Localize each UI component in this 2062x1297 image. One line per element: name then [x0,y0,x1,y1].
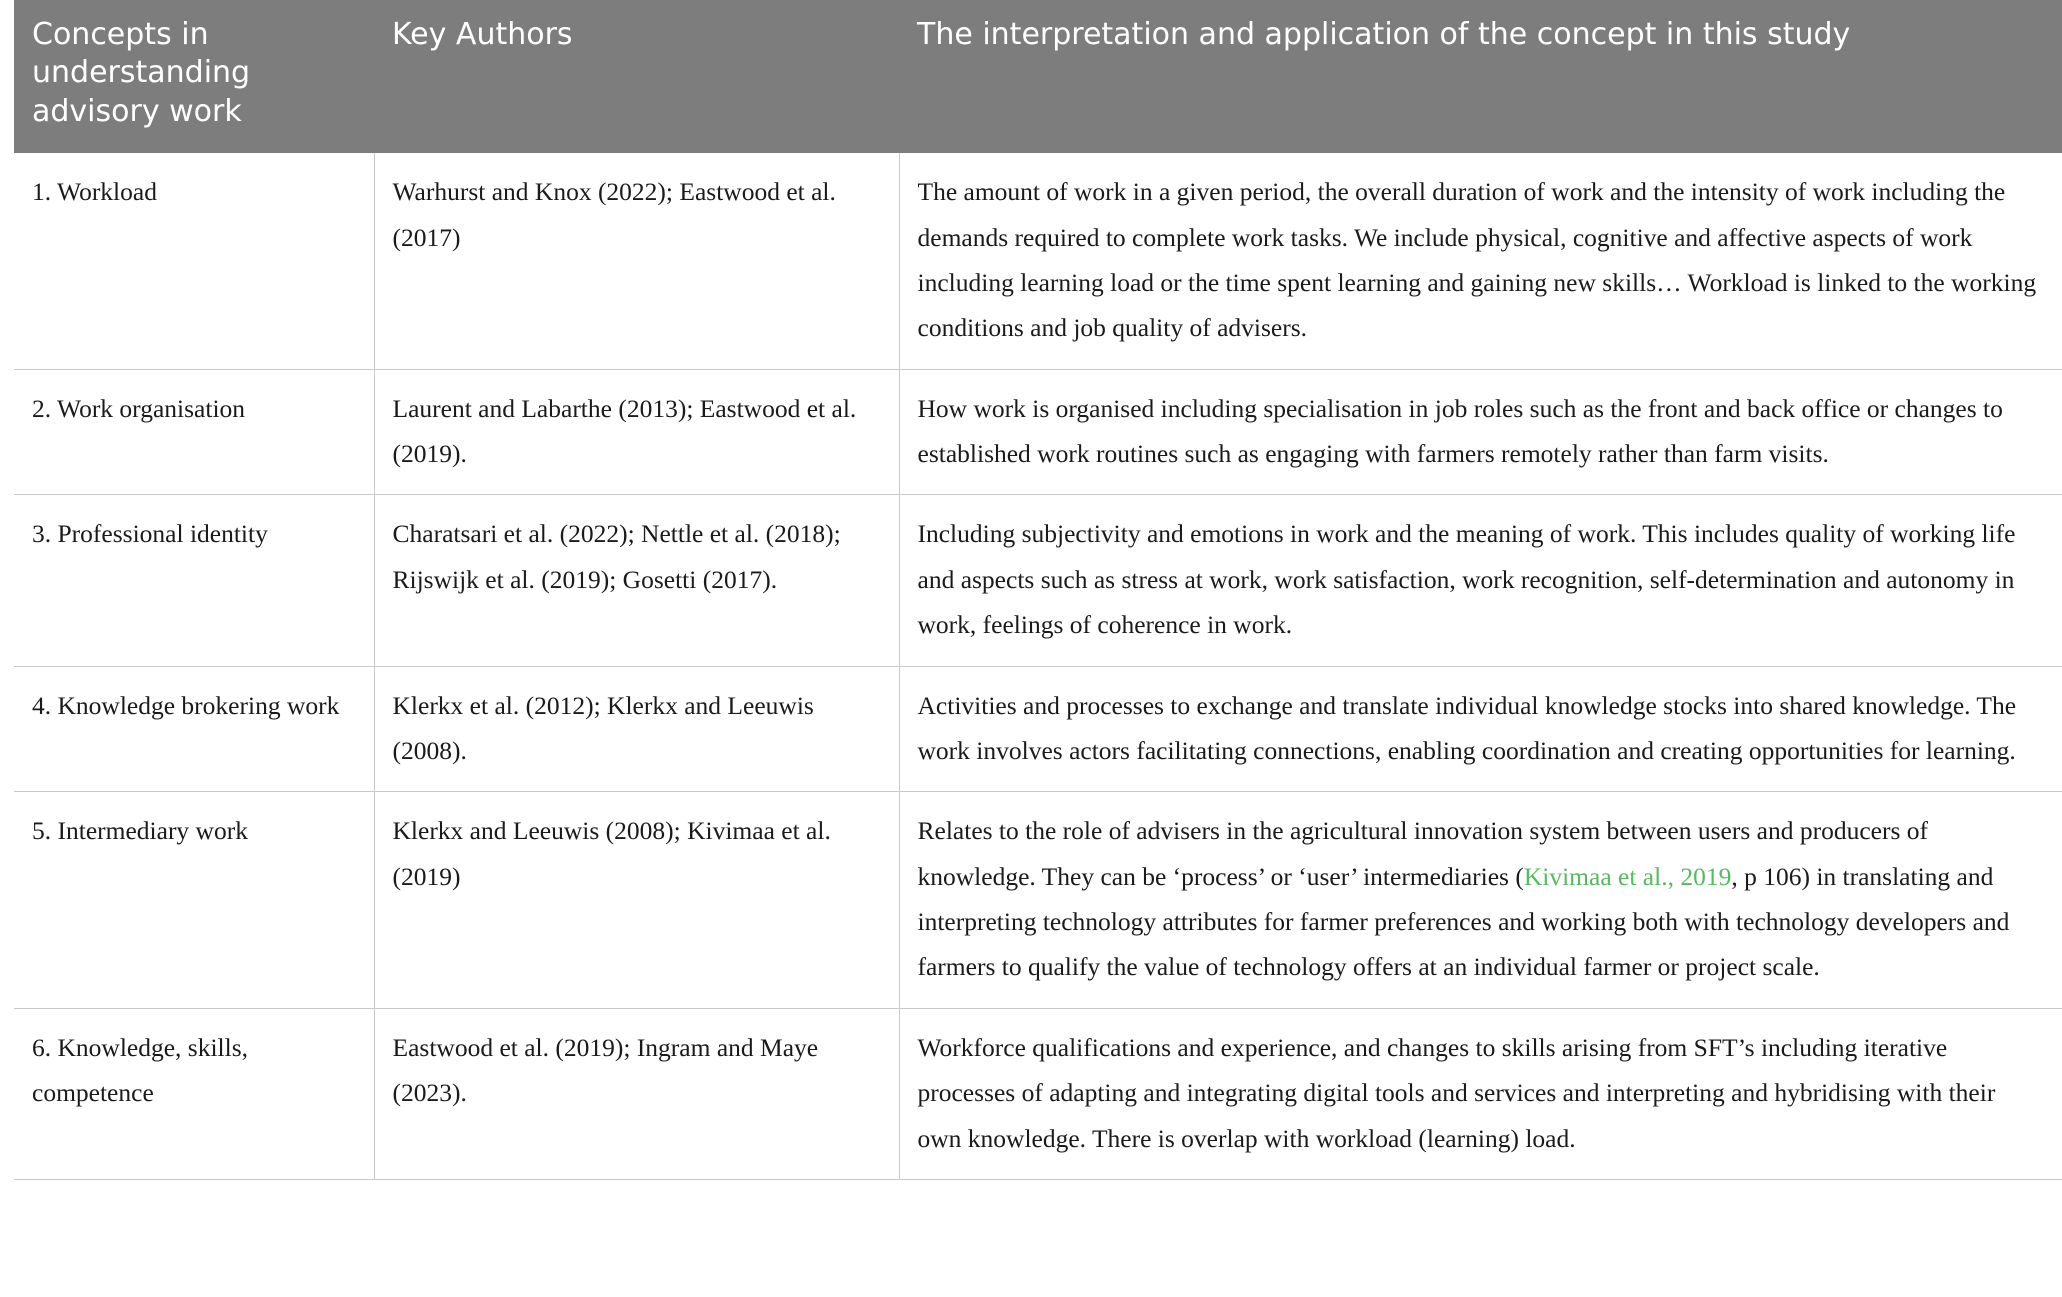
concepts-table [14,0,2062,1180]
cell-authors: Klerkx et al. (2012); Klerkx and Leeuwis (2008). [374,666,899,792]
interpretation-text-pre: The amount of work in a given period, the overall duration of work and the intensity of work including the demands required to complete work tasks. We include physical, cognitive and affective aspects of work including learning load or the time spent learning and gaining new skills… Workload is linked to the working conditions and job quality of advisers. [917,177,2037,343]
column-header-concepts: Concepts in understanding advisory work [14,0,374,153]
cell-concept: 3. Professional identity [14,495,374,666]
cell-concept: 4. Knowledge brokering work [14,666,374,792]
cell-authors: Charatsari et al. (2022); Nettle et al. (2018); Rijswijk et al. (2019); Gosetti (2017). [374,495,899,666]
table-row [14,495,2062,666]
column-header-interpretation: The interpretation and application of the concept in this study [899,0,2062,153]
interpretation-text-pre: Including subjectivity and emotions in work and the meaning of work. This includes quality of working life and aspects such as stress at work, work satisfaction, work recognition, self-determination and autonomy in work, feelings of coherence in work. [917,519,2016,640]
cell-interpretation [899,369,2062,495]
cell-concept: 2. Work organisation [14,369,374,495]
column-header-key-authors: Key Authors [374,0,899,153]
interpretation-text-pre: Activities and processes to exchange and translate individual knowledge stocks into shared knowledge. The work involves actors facilitating connections, enabling coordination and creating opportunities for learning. [917,690,2017,765]
cell-authors: Eastwood et al. (2019); Ingram and Maye (2023). [374,1008,899,1179]
cell-concept: 1. Workload [14,153,374,369]
cell-interpretation [899,153,2062,369]
cell-authors: Warhurst and Knox (2022); Eastwood et al. (2017) [374,153,899,369]
table-row [14,369,2062,495]
table-row [14,153,2062,369]
cell-interpretation [899,792,2062,1009]
table-row [14,666,2062,792]
table-row [14,792,2062,1009]
cell-interpretation [899,1008,2062,1179]
cell-interpretation [899,495,2062,666]
table-row [14,1008,2062,1179]
interpretation-text-pre: How work is organised including specialisation in job roles such as the front and back office or changes to established work routines such as engaging with farmers remotely rather than farm visits. [917,393,2003,469]
cell-authors: Laurent and Labarthe (2013); Eastwood et al. (2019). [374,369,899,495]
inline-citation: Kivimaa et al., 2019 [1523,861,1732,891]
table-header-row [14,0,2062,153]
interpretation-text-pre: Relates to the role of advisers in the agricultural innovation system between users and producers of knowledge. They can be ‘process’ or ‘user’ intermediaries ( [917,816,1928,891]
table-header [14,0,2062,153]
cell-authors: Klerkx and Leeuwis (2008); Kivimaa et al. (2019) [374,792,899,1009]
interpretation-text-post: , p 106) in translating and interpreting technology attributes for farmer preferences and working both with technology developers and farmers to qualify the value of technology offers at an individual farmer or project scale. [917,861,2010,982]
cell-interpretation [899,666,2062,792]
cell-concept: 6. Knowledge, skills, competence [14,1008,374,1179]
table-body [14,153,2062,1179]
interpretation-text-pre: Workforce qualifications and experience, and changes to skills arising from SFT’s including iterative processes of adapting and integrating digital tools and services and interpreting and hybridising with their own knowledge. There is overlap with workload (learning) load. [917,1032,1996,1153]
table-bottom-spacer [0,1180,2062,1188]
cell-concept: 5. Intermediary work [14,792,374,1009]
